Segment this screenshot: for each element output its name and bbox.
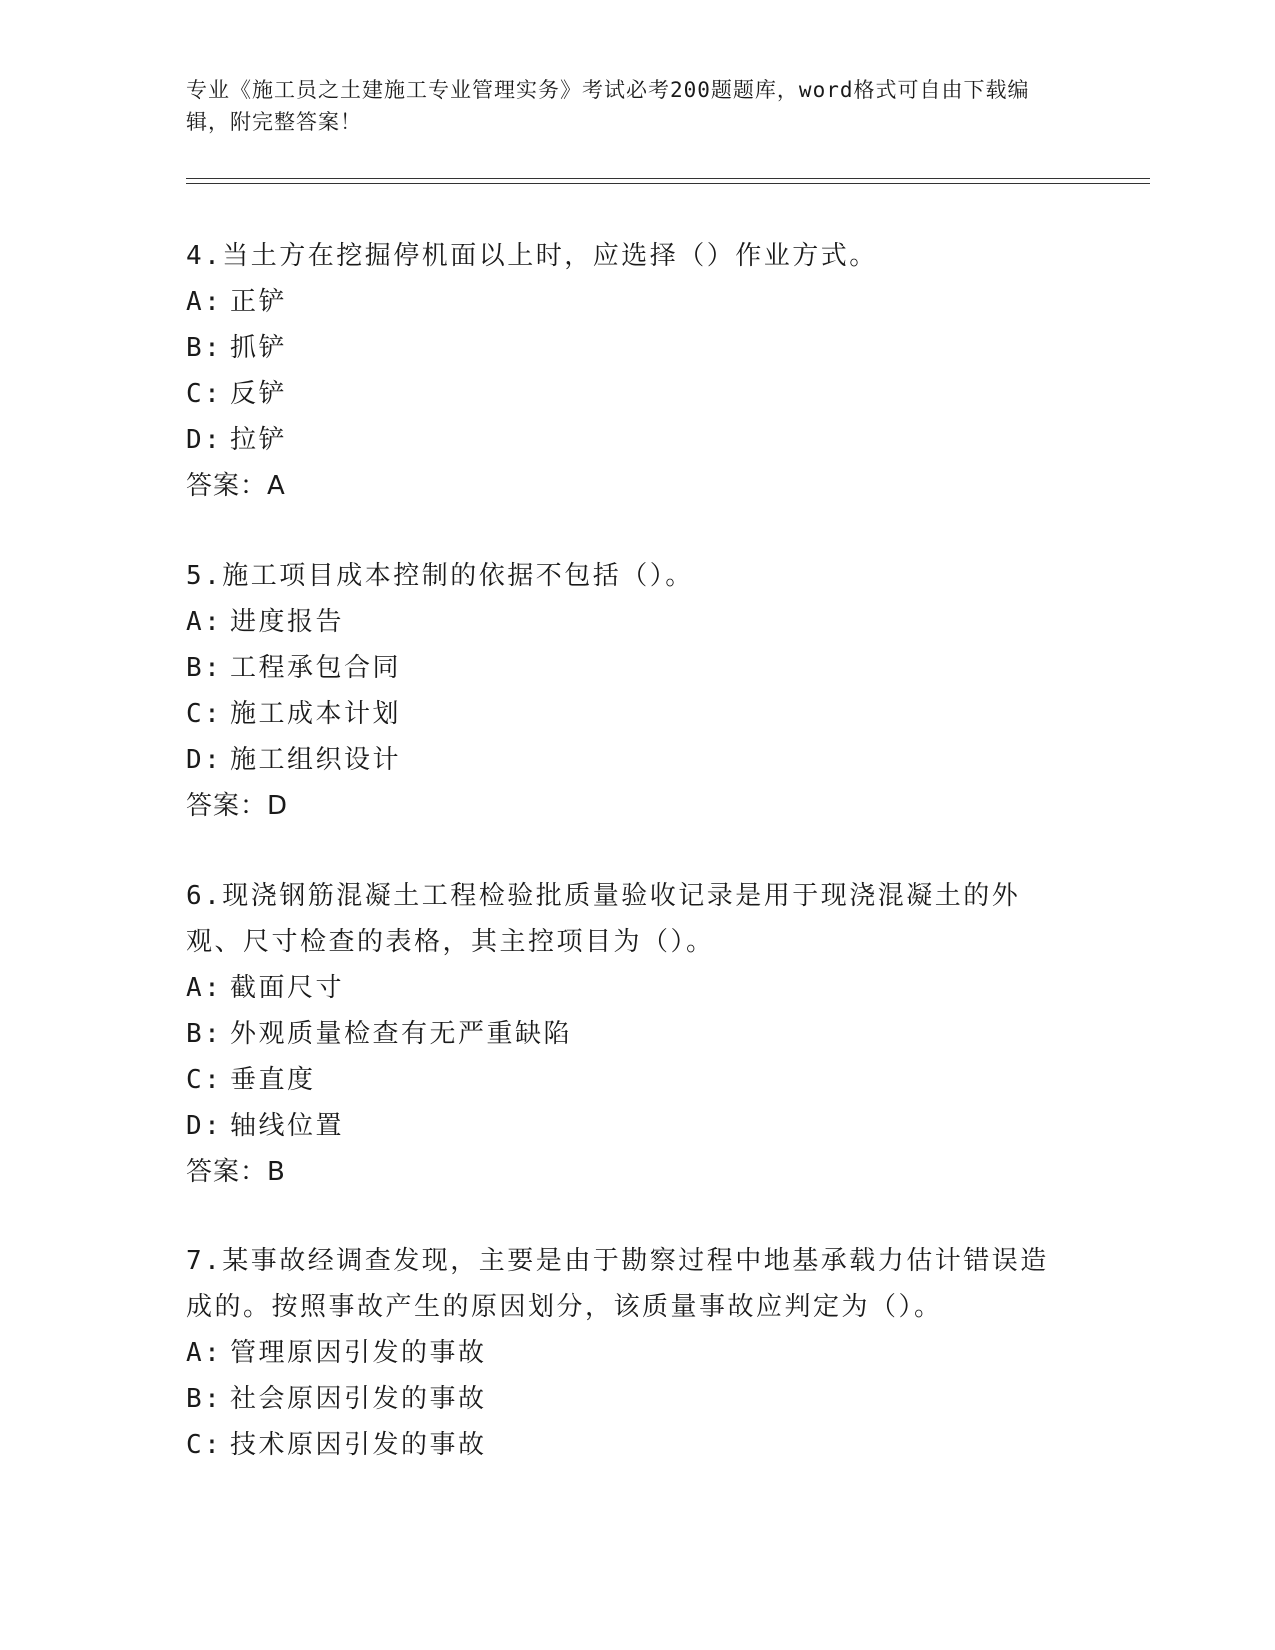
option-letter: D: [186,425,223,455]
option-text: 外观质量检查有无严重缺陷 [230,1019,573,1049]
option-text: 工程承包合同 [230,653,402,683]
option-letter: B: [186,333,223,363]
option-b [186,325,1076,371]
option-c [186,1422,1076,1468]
option-a [186,1330,1076,1376]
option-letter: C: [186,379,223,409]
option-letter: B: [186,1019,223,1049]
answer: 答案：B [186,1157,286,1187]
option-letter: A: [186,1338,223,1368]
option-text: 施工成本计划 [230,699,402,729]
option-b [186,1376,1076,1422]
option-d [186,1103,1076,1149]
option-d [186,417,1076,463]
option-letter: A: [186,607,223,637]
question-stem: 7.某事故经调查发现，主要是由于勘察过程中地基承载力估计错误造成的。按照事故产生的原因划分，该质量事故应判定为（）。 [186,1246,1049,1322]
option-text: 正铲 [230,287,288,317]
option-a [186,599,1076,645]
question-6 [186,873,1076,1195]
option-letter: B: [186,653,223,683]
option-text: 轴线位置 [230,1111,345,1141]
option-letter: D: [186,745,223,775]
question-stem: 5.施工项目成本控制的依据不包括（）。 [186,561,694,591]
option-c [186,691,1076,737]
option-text: 截面尺寸 [230,973,345,1003]
option-text: 管理原因引发的事故 [230,1338,487,1368]
option-b [186,645,1076,691]
option-a [186,279,1076,325]
answer: 答案：A [186,471,286,501]
question-5 [186,553,1076,829]
answer: 答案：D [186,791,289,821]
option-a [186,965,1076,1011]
question-stem: 4.当土方在挖掘停机面以上时，应选择（）作业方式。 [186,241,878,271]
option-letter: A: [186,287,223,317]
question-7 [186,1238,1076,1468]
option-text: 垂直度 [230,1065,316,1095]
option-text: 反铲 [230,379,288,409]
option-letter: C: [186,1430,223,1460]
option-letter: B: [186,1384,223,1414]
option-text: 施工组织设计 [230,745,402,775]
option-letter: A: [186,973,223,1003]
option-letter: D: [186,1111,223,1141]
option-c [186,371,1076,417]
option-d [186,737,1076,783]
document-intro: 专业《施工员之土建施工专业管理实务》考试必考200题题库，word格式可自由下载编辑，附完整答案！ [186,78,1030,134]
option-c [186,1057,1076,1103]
option-text: 社会原因引发的事故 [230,1384,487,1414]
question-4 [186,233,1076,509]
option-text: 进度报告 [230,607,345,637]
option-text: 技术原因引发的事故 [230,1430,487,1460]
option-letter: C: [186,1065,223,1095]
question-stem: 6.现浇钢筋混凝土工程检验批质量验收记录是用于现浇混凝土的外观、尺寸检查的表格，其主控项目为（）。 [186,881,1021,957]
option-text: 拉铲 [230,425,288,455]
header-divider [186,178,1150,184]
option-b [186,1011,1076,1057]
option-text: 抓铲 [230,333,288,363]
option-letter: C: [186,699,223,729]
